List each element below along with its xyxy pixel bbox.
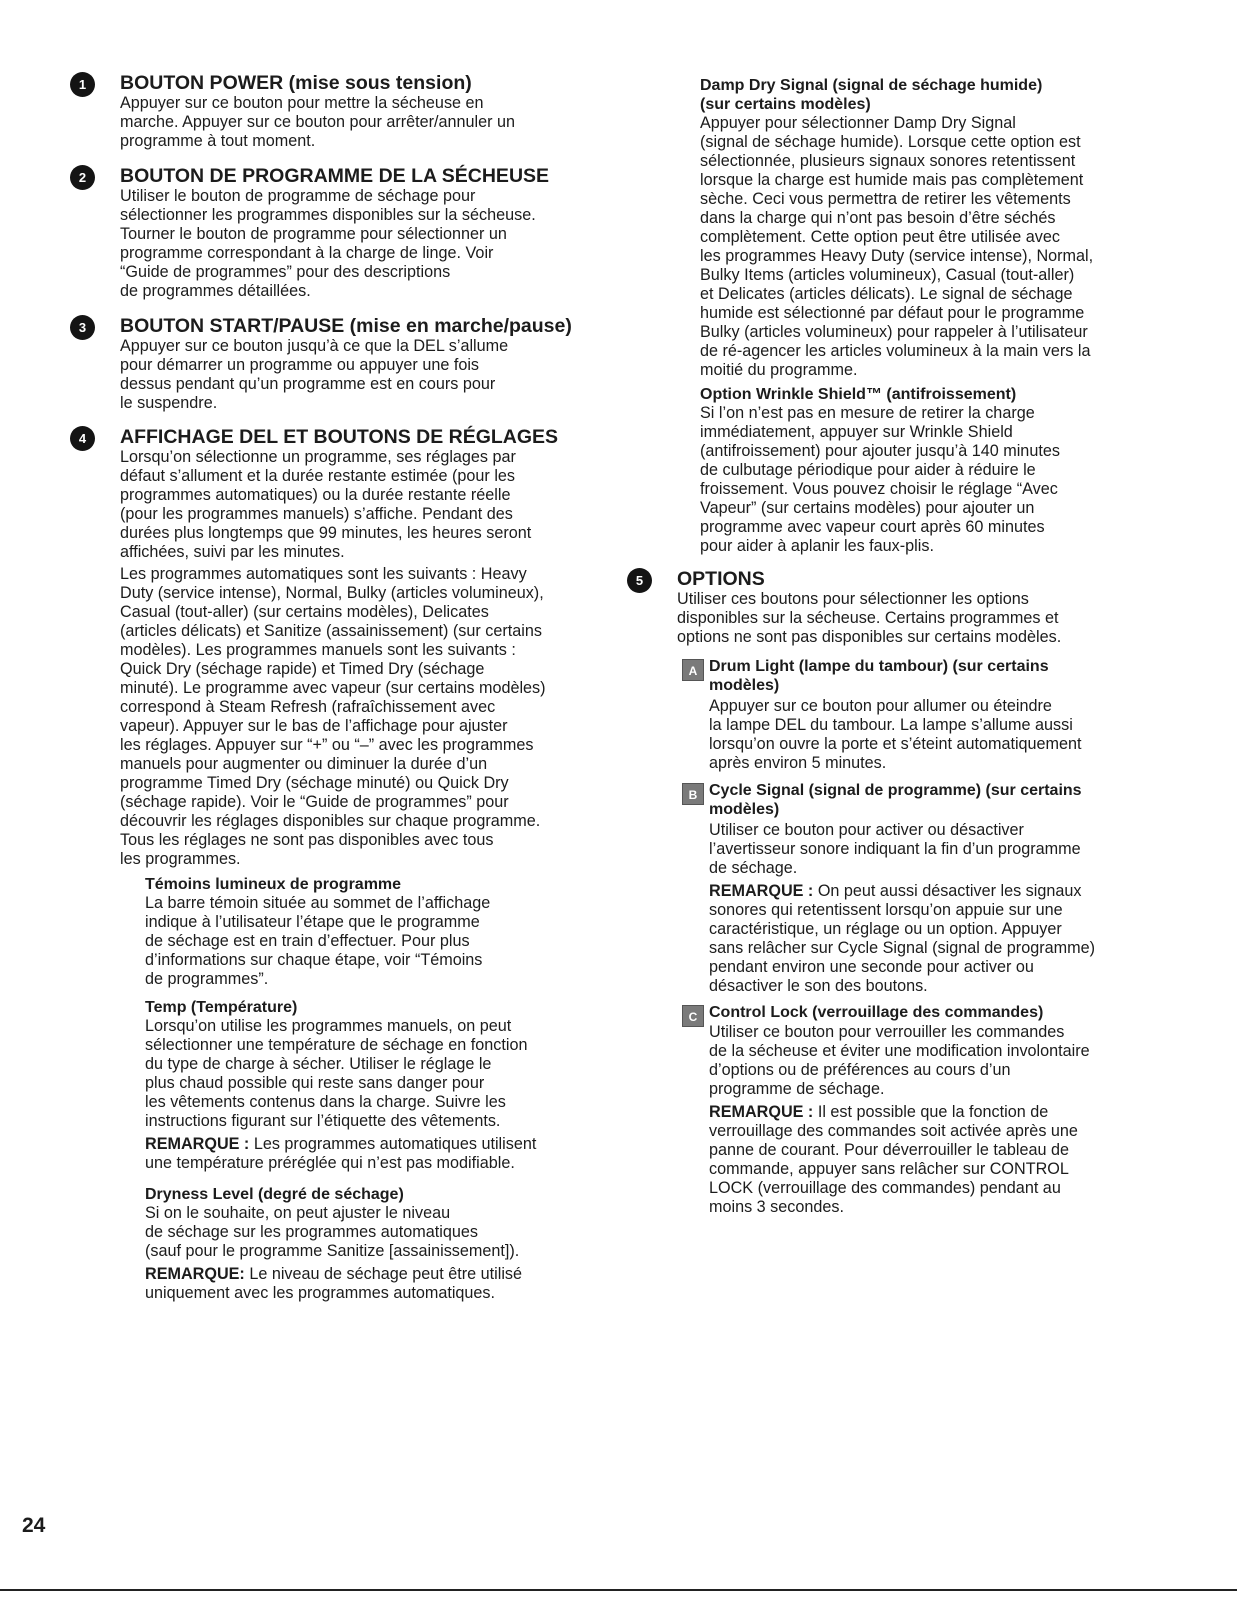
number-2-icon: 2	[70, 165, 95, 190]
subsection-title: Temp (Température)	[145, 999, 298, 1016]
note-text: Il est possible que la fonction de verrouillage des commandes soit activée après une panne de courant. Pour déverrouiller le tableau de commande, appuyer sans relâcher sur CONTROL LOCK (verrouillage des commandes) pendant au moins 3 secondes.	[709, 1103, 1078, 1216]
letter-b-icon: B	[682, 783, 704, 805]
page-number: 24	[22, 1514, 46, 1537]
subsection-title: Témoins lumineux de programme	[145, 876, 402, 893]
section-title: BOUTON POWER (mise sous tension)	[120, 72, 472, 94]
option-body: Appuyer sur ce bouton pour allumer ou éteindre la lampe DEL du tambour. La lampe s’allume aussi lorsqu’on ouvre la porte et s’éteint automatiquement après environ 5 minutes.	[709, 697, 1082, 772]
section-body: Lorsqu’on sélectionne un programme, ses réglages par défaut s’allument et la durée restante estimée (pour les programmes automatiques) ou la durée restante réelle (pour les programmes manuels) s’affiche. Pendant des durées plus longtemps que 99 minutes, les heures seront affichées, suivi par les minutes.	[120, 448, 532, 561]
option-note	[709, 1103, 1179, 1217]
note-label: REMARQUE :	[145, 1135, 250, 1153]
option-content	[709, 1023, 1179, 1217]
option-body: Utiliser ce bouton pour verrouiller les commandes de la sécheuse et éviter une modification involontaire d’options ou de préférences au cours d’un programme de séchage.	[709, 1023, 1090, 1098]
note-label: REMARQUE:	[145, 1265, 245, 1283]
footer-divider	[0, 1589, 1237, 1591]
note-text: Le niveau de séchage peut être utilisé uniquement avec les programmes automatiques.	[145, 1265, 523, 1302]
subsection-title: Dryness Level (degré de séchage)	[145, 1186, 404, 1203]
section-body: Utiliser ces boutons pour sélectionner les options disponibles sur la sécheuse. Certains programmes et options ne sont pas disponibles sur certains modèles.	[677, 590, 1062, 646]
subsection-wrinkle-shield	[700, 385, 1060, 556]
section-body: Appuyer sur ce bouton pour mettre la sécheuse en marche. Appuyer sur ce bouton pour arrêter/annuler un programme à tout moment.	[120, 94, 516, 150]
option-title: Cycle Signal (signal de programme) (sur certains modèles)	[709, 782, 1082, 818]
section-body: Appuyer sur ce bouton jusqu’à ce que la DEL s’allume pour démarrer un programme ou appuyer une fois dessus pendant qu’un programme est en cours pour le suspendre.	[120, 337, 509, 412]
section-body: Utiliser le bouton de programme de séchage pour sélectionner les programmes disponibles sur la sécheuse. Tourner le bouton de programme pour sélectionner un programme correspondant à la charge de linge. Voir “Guide de programmes” pour des descriptions de programmes détaillées.	[120, 187, 536, 300]
section-title: OPTIONS	[677, 568, 765, 590]
note-text: On peut aussi désactiver les signaux sonores qui retentissent lorsqu’on appuie sur une caractéristique, un réglage ou un option. Appuyer sans relâcher sur Cycle Signal (signal de programme) pendant environ une seconde pour activer ou désactiver le son des boutons.	[709, 882, 1095, 995]
subsection-body: Si on le souhaite, on peut ajuster le niveau de séchage sur les programmes automatiques (sauf pour le programme Sanitize [assainissement]).	[145, 1204, 520, 1260]
section-body-2: Les programmes automatiques sont les suivants : Heavy Duty (service intense), Normal, Bulky (articles volumineux), Casual (tout-aller) (sur certains modèles), Delicates (articles délicats) et Sanitize (assainissement) (sur certains modèles). Les programmes manuels sont les suivants : Quick Dry (séchage rapide) et Timed Dry (séchage minuté). Le programme avec vapeur (sur certains modèles) correspond à Steam Refresh (rafraîchissement avec vapeur). Appuyer sur le bas de l’affichage pour ajuster les réglages. Appuyer sur “+” ou “–” avec les programmes manuels pour augmenter ou diminuer la durée d’un programme Timed Dry (séchage minuté) ou Quick Dry (séchage rapide). Voir le “Guide de programmes” pour découvrir les réglages disponibles sur chaque programme. Tous les réglages ne sont pas disponibles avec tous les programmes.	[120, 565, 546, 868]
letter-a-icon: A	[682, 659, 704, 681]
subsection-note	[145, 1265, 522, 1303]
note-label: REMARQUE :	[709, 882, 814, 900]
subsection-title: Option Wrinkle Shield™ (antifroissement)	[700, 386, 1017, 403]
number-1-icon: 1	[70, 72, 95, 97]
subsection-dryness-level	[145, 1185, 522, 1303]
option-title: Control Lock (verrouillage des commandes)	[709, 1004, 1044, 1021]
section-title: BOUTON START/PAUSE (mise en marche/pause)	[120, 315, 572, 337]
number-3-icon: 3	[70, 315, 95, 340]
section-title: AFFICHAGE DEL ET BOUTONS DE RÉGLAGES	[120, 426, 559, 448]
subsection-temp	[145, 998, 536, 1173]
note-label: REMARQUE :	[709, 1103, 814, 1121]
letter-c-icon: C	[682, 1005, 704, 1027]
option-body: Utiliser ce bouton pour activer ou désactiver l’avertisseur sonore indiquant la fin d’un programme de séchage.	[709, 821, 1081, 877]
number-4-icon: 4	[70, 426, 95, 451]
subsection-body: La barre témoin située au sommet de l’affichage indique à l’utilisateur l’étape que le programme de séchage est en train d’effectuer. Pour plus d’informations sur chaque étape, voir “Témoins de programmes”.	[145, 894, 491, 988]
subsection-damp-dry-signal	[700, 76, 1093, 380]
option-content	[709, 821, 1179, 996]
subsection-title: Damp Dry Signal (signal de séchage humide) (sur certains modèles)	[700, 77, 1043, 113]
option-title: Drum Light (lampe du tambour) (sur certains modèles)	[709, 658, 1049, 694]
subsection-note	[145, 1135, 536, 1173]
option-note	[709, 882, 1179, 996]
section-title: BOUTON DE PROGRAMME DE LA SÉCHEUSE	[120, 165, 550, 187]
subsection-body: Lorsqu’on utilise les programmes manuels, on peut sélectionner une température de séchage en fonction du type de charge à sécher. Utiliser le réglage le plus chaud possible qui reste sans danger pour les vêtements contenus dans la charge. Suivre les instructions figurant sur l’étiquette des vêtements.	[145, 1017, 528, 1130]
subsection-body: Appuyer pour sélectionner Damp Dry Signal (signal de séchage humide). Lorsque cette option est sélectionnée, plusieurs signaux sonores retentissent lorsque la charge est humide mais pas complètement sèche. Ceci vous permettra de retirer les vêtements dans la charge qui n’ont pas besoin d’être séchés complètement. Cette option peut être utilisée avec les programmes Heavy Duty (service intense), Normal, Bulky Items (articles volumineux), Casual (tout-aller) et Delicates (articles délicats). Le signal de séchage humide est sélectionné par défaut pour le programme Bulky (articles volumineux) pour rappeler à l’utilisateur de ré-agencer les articles volumineux à la main vers la moitié du programme.	[700, 114, 1094, 379]
subsection-body: Si l’on n’est pas en mesure de retirer la charge immédiatement, appuyer sur Wrinkle Shield (antifroissement) pour ajouter jusqu’à 140 minutes de culbutage périodique pour aider à réduire le froissement. Vous pouvez choisir le réglage “Avec Vapeur” (sur certains modèles) pour ajouter un programme avec vapeur court après 60 minutes pour aider à aplanir les faux-plis.	[700, 404, 1060, 555]
subsection-cycle-indicators	[145, 875, 490, 989]
note-text: Les programmes automatiques utilisent une température préréglée qui n’est pas modifiable.	[145, 1135, 537, 1172]
number-5-icon: 5	[627, 568, 652, 593]
